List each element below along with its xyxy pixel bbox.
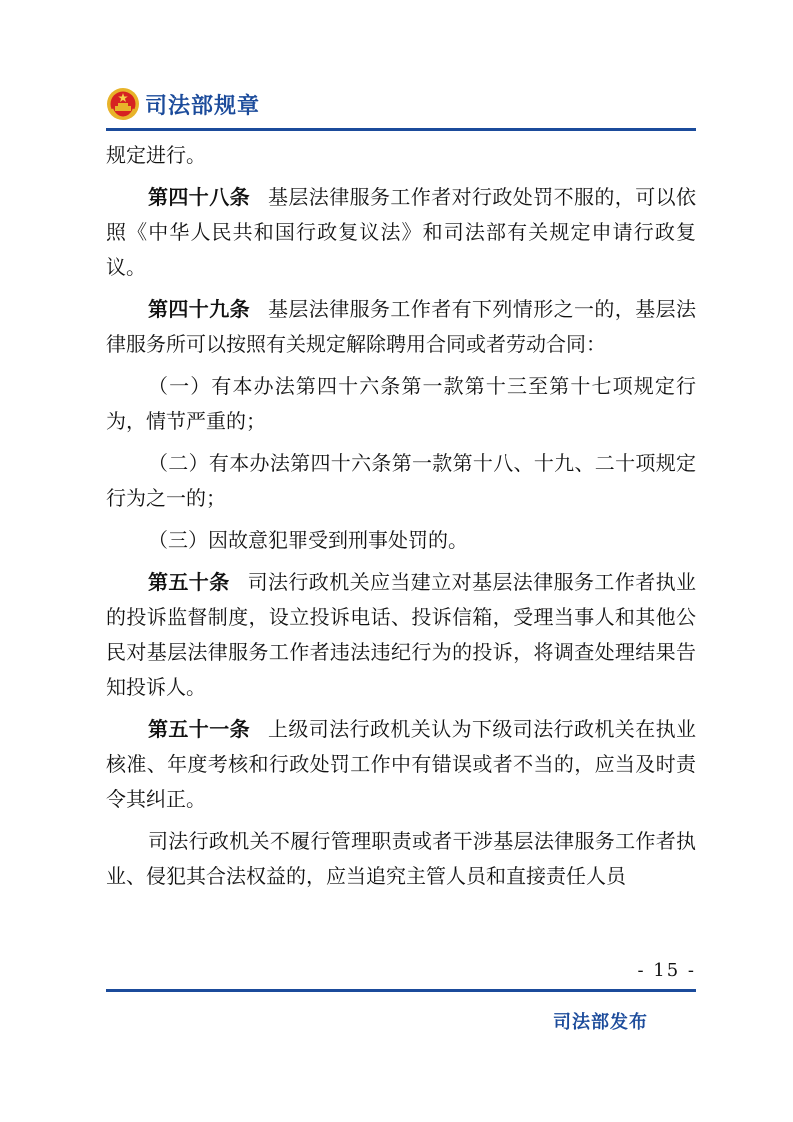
paragraph-continuation: 规定进行。	[106, 143, 206, 167]
article-50-title: 第五十条	[148, 570, 230, 594]
article-51-title: 第五十一条	[148, 717, 250, 741]
article-49-item-1: （一）有本办法第四十六条第一款第十三至第十七项规定行为，情节严重的；	[106, 374, 696, 433]
page-header	[106, 84, 260, 124]
header-title: 司法部规章	[145, 93, 261, 119]
document-body	[106, 138, 696, 901]
article-50-text: 司法行政机关应当建立对基层法律服务工作者执业的投诉监督制度，设立投诉电话、投诉信箱，受理当事人和其他公民对基层法律服务工作者违法违纪行为的投诉，将调查处理结果告知投诉人。	[106, 570, 697, 699]
article-49-item-3: （三）因故意犯罪受到刑事处罚的。	[148, 528, 468, 552]
article-51-text: 上级司法行政机关认为下级司法行政机关在执业核准、年度考核和行政处罚工作中有错误或者不当的，应当及时责令其纠正。	[106, 717, 696, 811]
article-49-item-2: （二）有本办法第四十六条第一款第十八、十九、二十项规定行为之一的；	[106, 451, 696, 510]
article-49-title: 第四十九条	[148, 297, 250, 321]
article-49-text: 基层法律服务工作者有下列情形之一的，基层法律服务所可以按照有关规定解除聘用合同或者劳动合同：	[106, 297, 696, 356]
article-48-text: 基层法律服务工作者对行政处罚不服的，可以依照《中华人民共和国行政复议法》和司法部有关规定申请行政复议。	[106, 185, 696, 279]
article-50	[106, 565, 696, 705]
national-emblem-icon	[106, 87, 140, 121]
article-51	[106, 712, 696, 817]
article-51-paragraph-2: 司法行政机关不履行管理职责或者干涉基层法律服务工作者执业、侵犯其合法权益的，应当追究主管人员和直接责任人员	[106, 829, 696, 888]
article-48	[106, 180, 696, 285]
header-divider	[106, 128, 696, 131]
footer-divider	[106, 989, 696, 992]
article-49	[106, 292, 696, 362]
page-number: - 15 -	[637, 960, 696, 981]
footer-publisher: 司法部发布	[553, 1012, 648, 1033]
article-48-title: 第四十八条	[148, 185, 250, 209]
